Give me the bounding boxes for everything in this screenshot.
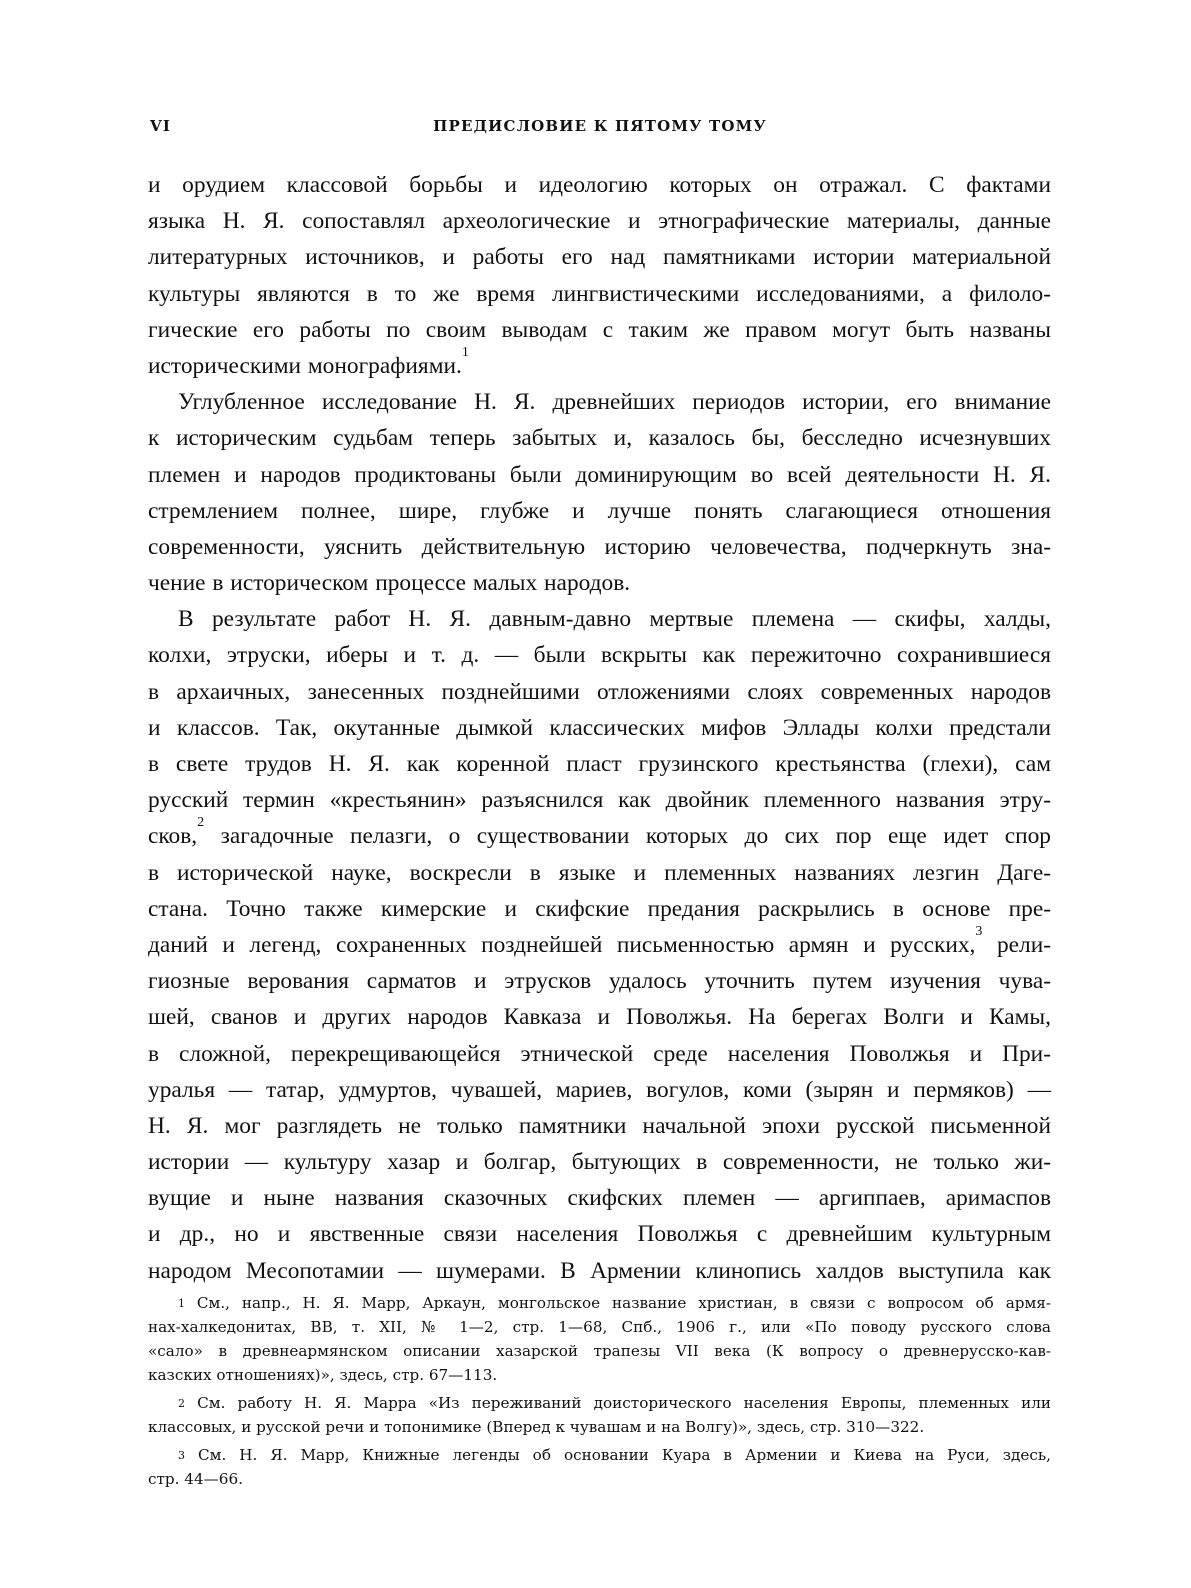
footnote-number: 3 — [178, 1449, 185, 1462]
footnote-number: 1 — [178, 1297, 185, 1310]
footnote-line: «сало» в древнеармянском описании хазарской трапезы VII века (К вопросу о древнерусско-кав- — [148, 1342, 1051, 1360]
footnote-3 — [148, 1443, 1051, 1491]
page-header — [150, 117, 1050, 141]
footnote-line: классовых, и русской речи и топонимике (Вперед к чувашам и на Волгу)», здесь, стр. 310—322. — [148, 1418, 925, 1436]
footnote-line: нах-халкедонитах, ВВ, т. XII, № 1—2, стр. 1—68, Спб., 1906 г., или «По поводу русского слова — [148, 1318, 1051, 1336]
text-line: уралья — татар, удмуртов, чувашей, мариев, вогулов, коми (зырян и пермяков) — — [148, 1076, 1051, 1103]
text-line: в сложной, перекрещивающейся этнической среде населения Поволжья и При- — [148, 1040, 1051, 1067]
footnote-text: См. работу Н. Я. Марра «Из переживаний доисторического населения Европы, племенных или — [197, 1394, 1052, 1412]
footnote-ref-2[interactable]: 2 — [197, 815, 205, 831]
text-line: шей, сванов и других народов Кавказа и Поволжья. На берегах Волги и Камы, — [148, 1004, 1051, 1031]
text-line: культуры являются в то же время лингвистическими исследованиями, а филоло- — [148, 280, 1051, 307]
text-line-content: сков, — [148, 823, 198, 850]
text-line — [148, 344, 1051, 384]
footnotes — [148, 1291, 1051, 1491]
text-line: чение в историческом процессе малых народов. — [148, 570, 631, 597]
text-line: и орудием классовой борьбы и идеологию которых он отражал. С фактами — [148, 172, 1051, 198]
text-line — [148, 815, 1051, 854]
paragraph-1 — [148, 167, 1051, 384]
footnote-text: См. Н. Я. Марр, Книжные легенды об основании Куара в Армении и Киева на Руси, здесь, — [198, 1446, 1052, 1464]
paragraph-3 — [148, 601, 1051, 1289]
text-line: в исторической науке, воскресли в языке и племенных названиях лезгин Даге- — [148, 859, 1051, 886]
main-text — [148, 167, 1051, 1289]
footnote-2 — [148, 1391, 1051, 1439]
text-line-content: рели- — [982, 931, 1051, 958]
text-line: племен и народов продиктованы были доминирующим во всей деятельности Н. Я. — [148, 461, 1051, 488]
footnote-text: См., напр., Н. Я. Марр, Аркаун, монгольское название христиан, в связи с вопросом об армя- — [196, 1294, 1052, 1312]
text-line-content: загадочные пелазги, о существовании которых до сих пор еще идет спор — [204, 823, 1051, 850]
text-line: истории — культуру хазар и болгар, бытующих в современности, не только жи- — [148, 1149, 1051, 1176]
text-line: вущие и ныне названия сказочных скифских племен — аргиппаев, аримаспов — [148, 1185, 1051, 1212]
text-line: современности, уяснить действительную историю человечества, подчеркнуть зна- — [148, 533, 1051, 560]
text-line-content: даний и легенд, сохраненных позднейшей письменностью армян и русских, — [148, 931, 976, 958]
footnote-line — [148, 1291, 1051, 1315]
text-line: в свете трудов Н. Я. как коренной пласт грузинского крестьянства (глехи), сам — [148, 751, 1051, 777]
text-line: Н. Я. мог разглядеть не только памятники начальной эпохи русской письменной — [148, 1112, 1051, 1139]
text-line: народом Месопотамии — шумерами. В Армении клинопись халдов выступила как — [148, 1257, 1051, 1284]
text-line-content: историческими монографиями. — [148, 352, 462, 379]
page-number: VI — [150, 117, 172, 135]
footnote-1 — [148, 1291, 1051, 1387]
footnote-line — [148, 1443, 1051, 1467]
footnote-ref-1[interactable]: 1 — [461, 344, 469, 360]
text-line: гические его работы по своим выводам с таким же правом могут быть названы — [148, 316, 1051, 343]
paragraph-2 — [148, 384, 1051, 601]
footnote-number: 2 — [178, 1397, 185, 1410]
text-line: в архаичных, занесенных позднейшими отложениями слоях современных народов — [148, 678, 1051, 705]
text-line: В результате работ Н. Я. давным-давно мертвые племена — скифы, халды, — [178, 606, 1051, 633]
text-line: языка Н. Я. сопоставлял археологические и этнографические материалы, данные — [148, 208, 1051, 235]
footnote-ref-3[interactable]: 3 — [975, 923, 983, 939]
text-line: стана. Точно также кимерские и скифские предания раскрылись в основе пре- — [148, 895, 1051, 922]
footnote-line: стр. 44—66. — [148, 1470, 243, 1488]
text-line: к историческим судьбам теперь забытых и, казалось бы, бесследно исчезнувших — [148, 425, 1051, 452]
text-line: литературных источников, и работы его над памятниками истории материальной — [148, 244, 1051, 271]
footnote-line: казских отношениях)», здесь, стр. 67—113. — [148, 1366, 498, 1384]
footnote-line — [148, 1391, 1051, 1415]
text-line: колхи, этруски, иберы и т. д. — были вскрыты как пережиточно сохранившиеся — [148, 642, 1051, 669]
text-line: Углубленное исследование Н. Я. древнейших периодов истории, его внимание — [178, 389, 1051, 416]
text-line: русский термин «крестьянин» разъяснился как двойник племенного названия этру- — [148, 787, 1051, 814]
text-line: гиозные верования сарматов и этрусков удалось уточнить путем изучения чува- — [148, 968, 1051, 995]
text-line: стремлением полнее, шире, глубже и лучше понять слагающиеся отношения — [148, 497, 1051, 524]
text-line: и др., но и явственные связи населения Поволжья с древнейшим культурным — [148, 1221, 1051, 1248]
text-line: и классов. Так, окутанные дымкой классических мифов Эллады колхи предстали — [148, 714, 1051, 741]
running-title: ПРЕДИСЛОВИЕ К ПЯТОМУ ТОМУ — [433, 117, 767, 135]
text-line — [148, 923, 1051, 963]
